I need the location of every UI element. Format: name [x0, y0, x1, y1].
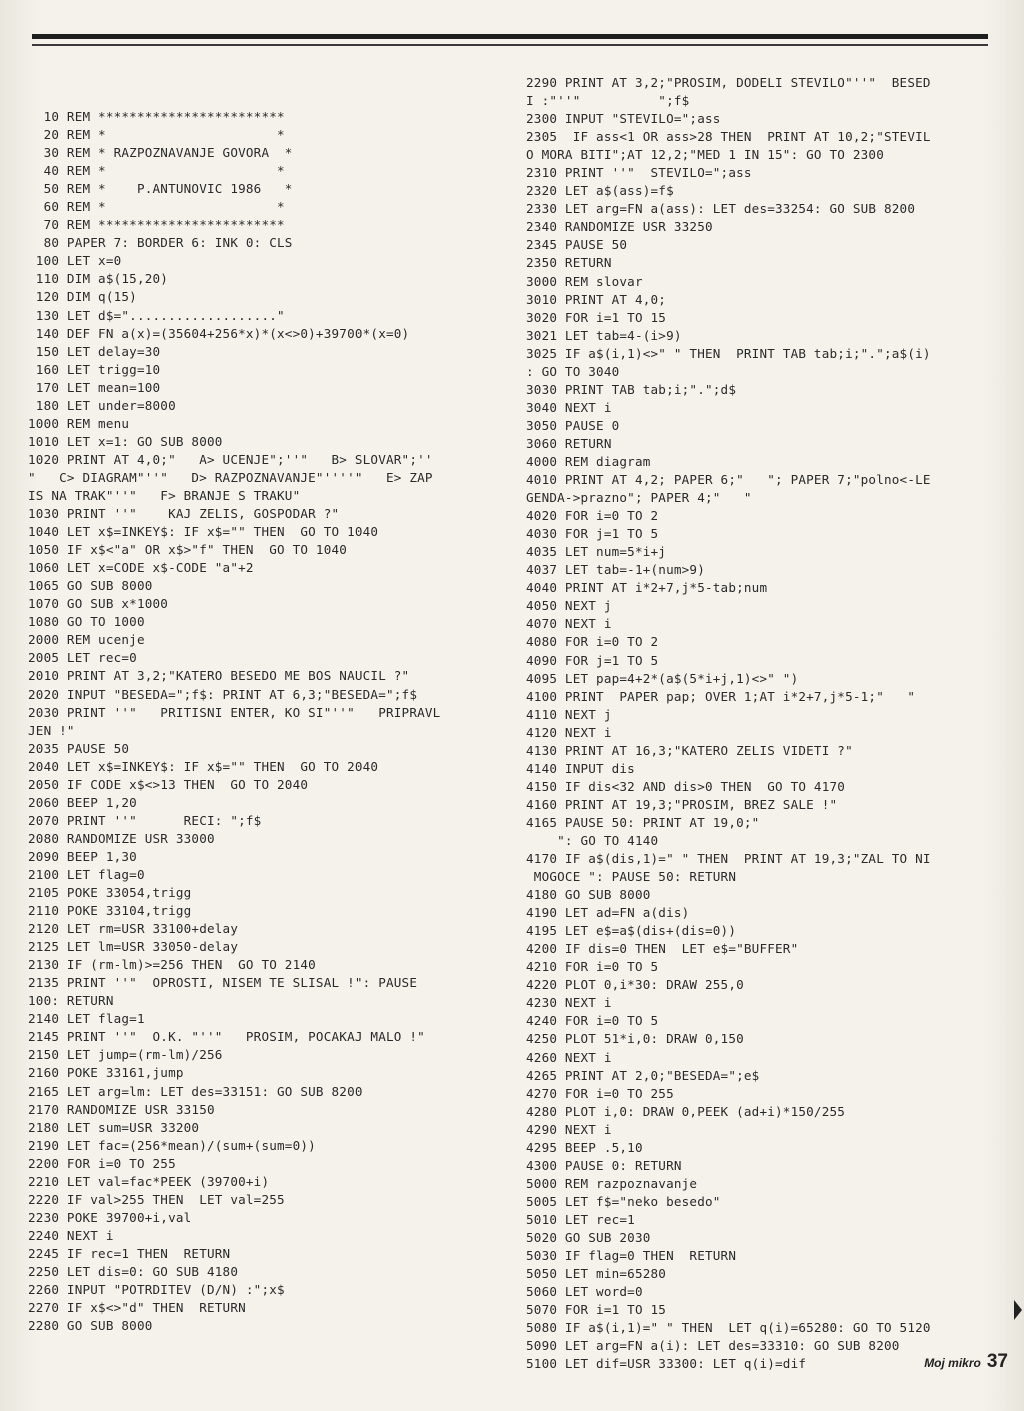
code-line: 2145 PRINT ''" O.K. "''" PROSIM, POCAKAJ MALO !" — [28, 1029, 425, 1045]
code-line: 2165 LET arg=lm: LET des=33151: GO SUB 8200 — [28, 1083, 363, 1099]
page-number: 37 — [986, 1351, 1008, 1372]
page-edge-arrow — [1014, 1300, 1022, 1320]
code-line: 4295 BEEP .5,10 — [526, 1139, 643, 1155]
code-line: 3020 FOR i=1 TO 15 — [526, 309, 667, 325]
code-line: 2310 PRINT ''" STEVILO=";ass — [526, 165, 752, 181]
code-line: 1060 LET x=CODE x$-CODE "a"+2 — [28, 560, 254, 576]
code-line: 4230 NEXT i — [526, 995, 612, 1011]
code-line: 4035 LET num=5*i+j — [526, 544, 667, 560]
code-line: 5100 LET dif=USR 33300: LET q(i)=dif — [526, 1356, 807, 1372]
code-line: 3010 PRINT AT 4,0; — [526, 291, 667, 307]
code-line: 2135 PRINT ''" OPROSTI, NISEM TE SLISAL !": PAUSE — [28, 975, 418, 991]
code-line: 5010 LET rec=1 — [526, 1211, 635, 1227]
code-line: 5030 IF flag=0 THEN RETURN — [526, 1248, 737, 1264]
code-line: 5020 GO SUB 2030 — [526, 1230, 651, 1245]
magazine-name: Moj mikro — [924, 1356, 981, 1370]
code-line: 4020 FOR i=0 TO 2 — [526, 508, 659, 524]
code-line: 2020 INPUT "BESEDA=";f$: PRINT AT 6,3;"BESEDA=";f$ — [28, 686, 418, 702]
code-line: 4150 IF dis<32 AND dis>0 THEN GO TO 4170 — [526, 778, 846, 794]
code-line: 2320 LET a$(ass)=f$ — [526, 183, 674, 199]
code-line: 5070 FOR i=1 TO 15 — [526, 1302, 667, 1318]
code-line: I :"''" ";f$ — [526, 93, 690, 109]
code-line: 60 REM * * — [28, 199, 285, 215]
code-line: 3060 RETURN — [526, 435, 612, 451]
code-line: 3030 PRINT TAB tab;i;".";d$ — [526, 381, 737, 397]
code-line: 2260 INPUT "POTRDITEV (D/N) :";x$ — [28, 1282, 285, 1298]
code-line: 20 REM * * — [28, 127, 285, 143]
code-line: IS NA TRAK"''" F> BRANJE S TRAKU" — [28, 487, 301, 503]
code-line: 1065 GO SUB 8000 — [28, 578, 153, 594]
code-line: 110 DIM a$(15,20) — [28, 271, 169, 287]
code-line: 4200 IF dis=0 THEN LET e$="BUFFER" — [526, 941, 799, 957]
code-line: 2270 IF x$<>"d" THEN RETURN — [28, 1300, 246, 1316]
code-line: 2290 PRINT AT 3,2;"PROSIM, DODELI STEVILO"''" BESED — [526, 75, 931, 90]
code-line: 4210 FOR i=0 TO 5 — [526, 959, 659, 975]
code-line: 5000 REM razpoznavanje — [526, 1175, 698, 1191]
code-line: 30 REM * RAZPOZNAVANJE GOVORA * — [28, 145, 293, 161]
code-line: 2000 REM ucenje — [28, 632, 145, 648]
code-line: 5060 LET word=0 — [526, 1284, 643, 1300]
code-line: 4280 PLOT i,0: DRAW 0,PEEK (ad+i)*150/255 — [526, 1103, 846, 1119]
code-line: 2100 LET flag=0 — [28, 866, 145, 882]
code-line: 4040 PRINT AT i*2+7,j*5-tab;num — [526, 580, 768, 596]
code-line: 2010 PRINT AT 3,2;"KATERO BESEDO ME BOS NAUCIL ?" — [28, 668, 410, 684]
code-line: 2130 IF (rm-lm)>=256 THEN GO TO 2140 — [28, 957, 316, 973]
code-line: 2070 PRINT ''" RECI: ";f$ — [28, 812, 262, 828]
code-line: 4095 LET pap=4+2*(a$(5*i+j,1)<>" ") — [526, 670, 799, 686]
code-line: 4250 PLOT 51*i,0: DRAW 0,150 — [526, 1031, 744, 1047]
code-line: 120 DIM q(15) — [28, 289, 137, 305]
code-line: 100 LET x=0 — [28, 253, 122, 269]
code-line: 3025 IF a$(i,1)<>" " THEN PRINT TAB tab;i;".";a$(i) — [526, 345, 931, 361]
code-line: 4265 PRINT AT 2,0;"BESEDA=";e$ — [526, 1067, 760, 1083]
code-line: 1010 LET x=1: GO SUB 8000 — [28, 433, 223, 449]
code-line: 4260 NEXT i — [526, 1049, 612, 1065]
code-line: 2300 INPUT "STEVILO=";ass — [526, 111, 721, 127]
code-line: 2160 POKE 33161,jump — [28, 1065, 184, 1081]
code-line: 2150 LET jump=(rm-lm)/256 — [28, 1047, 223, 1063]
code-line: 130 LET d$="..................." — [28, 307, 285, 323]
code-line: 5050 LET min=65280 — [526, 1266, 667, 1282]
code-line: 3021 LET tab=4-(i>9) — [526, 327, 682, 343]
code-listing-left-column — [28, 108, 506, 1335]
code-line: 1070 GO SUB x*1000 — [28, 596, 169, 612]
code-line: 2340 RANDOMIZE USR 33250 — [526, 219, 713, 235]
code-listing-right-column — [526, 74, 988, 1373]
code-line: 4270 FOR i=0 TO 255 — [526, 1085, 674, 1101]
page-footer — [924, 1351, 1008, 1373]
code-line: GENDA->prazno"; PAPER 4;" " — [526, 490, 752, 506]
code-line: 1000 REM menu — [28, 415, 130, 431]
code-line: 2140 LET flag=1 — [28, 1011, 145, 1027]
code-line: 2210 LET val=fac*PEEK (39700+i) — [28, 1173, 270, 1189]
code-line: 2305 IF ass<1 OR ass>28 THEN PRINT AT 10,2;"STEVIL — [526, 129, 931, 145]
code-line: 4100 PRINT PAPER pap; OVER 1;AT i*2+7,j*5-1;" " — [526, 688, 916, 704]
code-line: 4220 PLOT 0,i*30: DRAW 255,0 — [526, 977, 744, 993]
code-line: 100: RETURN — [28, 993, 114, 1009]
code-line: 2030 PRINT ''" PRITISNI ENTER, KO SI"''" PRIPRAVL — [28, 704, 441, 720]
code-line: 4240 FOR i=0 TO 5 — [526, 1013, 659, 1029]
code-line: 4190 LET ad=FN a(dis) — [526, 905, 690, 921]
code-line: 2050 IF CODE x$<>13 THEN GO TO 2040 — [28, 776, 309, 792]
code-line: 2060 BEEP 1,20 — [28, 794, 137, 810]
code-line: 2245 IF rec=1 THEN RETURN — [28, 1245, 231, 1261]
code-line: 2110 POKE 33104,trigg — [28, 903, 192, 919]
code-line: 4165 PAUSE 50: PRINT AT 19,0;" — [526, 814, 760, 830]
code-line: 4070 NEXT i — [526, 616, 612, 632]
code-line: 2080 RANDOMIZE USR 33000 — [28, 830, 215, 846]
code-line: " C> DIAGRAM"''" D> RAZPOZNAVANJE"''''" E> ZAP — [28, 469, 433, 485]
code-line: 2330 LET arg=FN a(ass): LET des=33254: GO SUB 8200 — [526, 201, 916, 217]
code-line: 5090 LET arg=FN a(i): LET des=33310: GO SUB 8200 — [526, 1338, 900, 1354]
code-line: ": GO TO 4140 — [526, 832, 659, 848]
code-line: 4050 NEXT j — [526, 598, 612, 614]
code-line: 5005 LET f$="neko besedo" — [526, 1193, 721, 1209]
code-line: 4160 PRINT AT 19,3;"PROSIM, BREZ SALE !" — [526, 796, 838, 812]
code-line: 140 DEF FN a(x)=(35604+256*x)*(x<>0)+39700*(x=0) — [28, 325, 410, 341]
code-line: 4180 GO SUB 8000 — [526, 887, 651, 903]
code-line: 2345 PAUSE 50 — [526, 237, 628, 253]
code-line: 3000 REM slovar — [526, 273, 643, 289]
code-line: 2190 LET fac=(256*mean)/(sum+(sum=0)) — [28, 1137, 316, 1153]
code-line: 2230 POKE 39700+i,val — [28, 1209, 192, 1225]
code-line: 4010 PRINT AT 4,2; PAPER 6;" "; PAPER 7;"polno<-LE — [526, 472, 931, 488]
code-line: O MORA BITI";AT 12,2;"MED 1 IN 15": GO TO 2300 — [526, 147, 884, 163]
code-line: 4000 REM diagram — [526, 453, 651, 469]
code-line: 80 PAPER 7: BORDER 6: INK 0: CLS — [28, 235, 293, 251]
code-line: 2005 LET rec=0 — [28, 650, 137, 666]
code-line: 2040 LET x$=INKEY$: IF x$="" THEN GO TO 2040 — [28, 758, 379, 774]
code-line: 1030 PRINT ''" KAJ ZELIS, GOSPODAR ?" — [28, 506, 340, 522]
code-line: 2120 LET rm=USR 33100+delay — [28, 921, 239, 937]
code-line: 2180 LET sum=USR 33200 — [28, 1119, 200, 1135]
code-line: 2280 GO SUB 8000 — [28, 1318, 153, 1334]
code-line: 180 LET under=8000 — [28, 397, 176, 413]
code-line: 2170 RANDOMIZE USR 33150 — [28, 1101, 215, 1117]
code-line: 70 REM ************************ — [28, 217, 285, 233]
code-line: 3050 PAUSE 0 — [526, 417, 620, 433]
code-line: 1040 LET x$=INKEY$: IF x$="" THEN GO TO 1040 — [28, 524, 379, 540]
code-line: 3040 NEXT i — [526, 399, 612, 415]
code-line: 2220 IF val>255 THEN LET val=255 — [28, 1191, 285, 1207]
code-line: 4300 PAUSE 0: RETURN — [526, 1157, 682, 1173]
code-line: 160 LET trigg=10 — [28, 361, 161, 377]
code-line: 4170 IF a$(dis,1)=" " THEN PRINT AT 19,3;"ZAL TO NI — [526, 851, 931, 867]
code-line: 2250 LET dis=0: GO SUB 4180 — [28, 1264, 239, 1279]
code-line: 4037 LET tab=-1+(num>9) — [526, 562, 705, 578]
header-rule-thin — [32, 44, 988, 46]
code-line: 4290 NEXT i — [526, 1121, 612, 1137]
code-line: 1050 IF x$<"a" OR x$>"f" THEN GO TO 1040 — [28, 542, 348, 558]
code-line: 150 LET delay=30 — [28, 343, 161, 359]
code-line: 2240 NEXT i — [28, 1227, 114, 1243]
code-line: 2125 LET lm=USR 33050-delay — [28, 939, 239, 955]
code-line: JEN !" — [28, 722, 75, 738]
code-line: : GO TO 3040 — [526, 363, 620, 379]
code-line: 4030 FOR j=1 TO 5 — [526, 526, 659, 542]
code-line: 4140 INPUT dis — [526, 760, 635, 776]
code-line: 2350 RETURN — [526, 255, 612, 271]
code-line: 4110 NEXT j — [526, 706, 612, 722]
code-line: 50 REM * P.ANTUNOVIC 1986 * — [28, 181, 293, 197]
code-line: 5080 IF a$(i,1)=" " THEN LET q(i)=65280: GO TO 5120 — [526, 1320, 931, 1336]
code-line: 2105 POKE 33054,trigg — [28, 885, 192, 901]
code-line: 4195 LET e$=a$(dis+(dis=0)) — [526, 923, 737, 939]
code-line: 4120 NEXT i — [526, 724, 612, 740]
code-line: 10 REM ************************ — [28, 109, 285, 124]
header-rule — [32, 34, 988, 39]
code-line: MOGOCE ": PAUSE 50: RETURN — [526, 869, 737, 885]
code-line: 1020 PRINT AT 4,0;" A> UCENJE";''" B> SLOVAR";'' — [28, 451, 433, 467]
code-line: 2090 BEEP 1,30 — [28, 848, 137, 864]
code-line: 1080 GO TO 1000 — [28, 614, 145, 630]
code-line: 4090 FOR j=1 TO 5 — [526, 652, 659, 668]
code-line: 2200 FOR i=0 TO 255 — [28, 1155, 176, 1171]
code-line: 4130 PRINT AT 16,3;"KATERO ZELIS VIDETI ?" — [526, 742, 853, 758]
code-line: 4080 FOR i=0 TO 2 — [526, 634, 659, 650]
code-line: 2035 PAUSE 50 — [28, 740, 130, 756]
code-line: 40 REM * * — [28, 163, 285, 179]
code-line: 170 LET mean=100 — [28, 379, 161, 395]
